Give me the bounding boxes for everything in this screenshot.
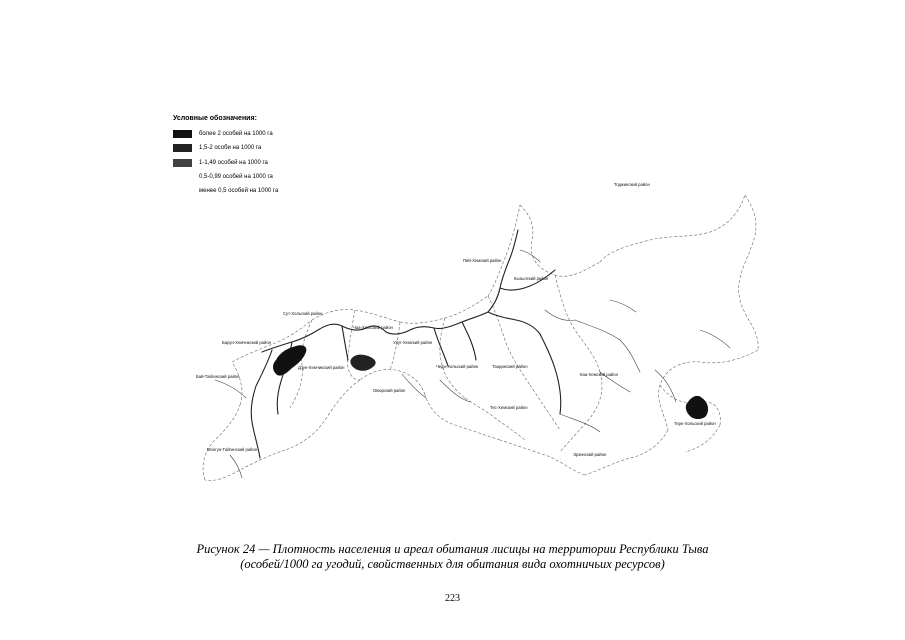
legend-label: менее 0,5 особей на 1000 га <box>199 188 279 194</box>
region-label: Овюрский район <box>373 388 406 393</box>
legend-label: более 2 особей на 1000 га <box>199 131 273 137</box>
legend-label: 1-1,49 особей на 1000 га <box>199 160 268 166</box>
figure-caption <box>0 542 905 572</box>
region-label: Чеди-Хольский район <box>436 364 479 369</box>
legend-label: 1,5-2 особи на 1000 га <box>199 145 262 151</box>
region-label: Тоджинский район <box>614 182 650 187</box>
region-borders <box>203 195 758 481</box>
caption-line-2: (особей/1000 га угодий, свойственных для обитания вида охотничьих ресурсов) <box>240 557 665 571</box>
region-label: Монгун-Тайгинский район <box>207 447 258 452</box>
region-label: Пий-Хемский район <box>463 258 502 263</box>
region-label: Улуг-Хемский район <box>393 340 433 345</box>
region-label: Каа-Хемский район <box>580 372 618 377</box>
page-number: 223 <box>445 593 460 604</box>
region-label: Барун-Хемчикский район <box>222 340 271 345</box>
legend-label: 0,5-0,99 особей на 1000 га <box>199 174 273 180</box>
region-label: Эрзинский район <box>573 452 607 457</box>
density-patch-chaa-hol <box>350 355 375 371</box>
region-label: Сут-Хольский район <box>283 311 323 316</box>
caption-line-1: Рисунок 24 — Плотность населения и ареал обитания лисицы на территории Республики Тыва <box>196 542 709 556</box>
region-label: Тес-Хемский район <box>490 405 528 410</box>
density-patch-tere-hol <box>686 396 708 419</box>
region-labels <box>196 182 716 457</box>
legend-title: Условные обозначения: <box>173 115 257 122</box>
region-label: Бай-Тайгинский район <box>196 374 240 379</box>
region-label: Тере-Хольский район <box>674 421 716 426</box>
region-label: Кызылский район <box>514 276 549 281</box>
region-label: Чаа-Хольский район <box>353 325 393 330</box>
region-label: Дзун-Хемчикский район <box>298 365 345 370</box>
region-label: Тандинский район <box>492 364 528 369</box>
